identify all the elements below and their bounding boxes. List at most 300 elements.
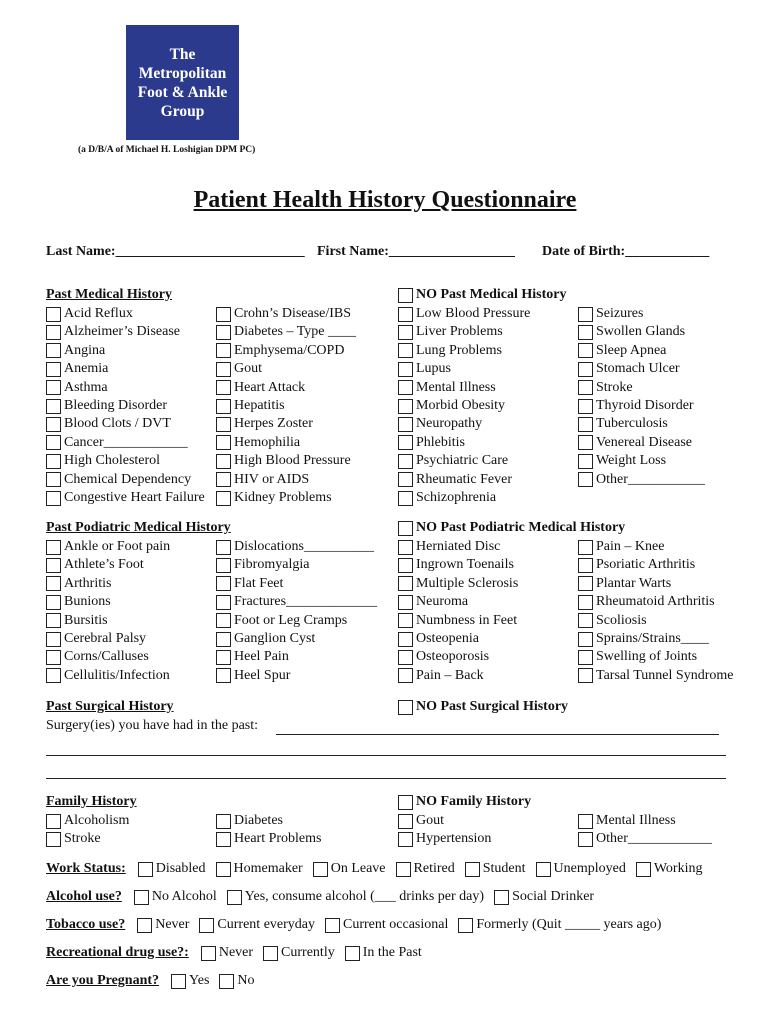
option-schizophrenia[interactable] <box>398 489 496 507</box>
checkbox[interactable] <box>46 417 61 432</box>
alcohol-label: Alcohol use? <box>46 889 122 904</box>
option-label: Yes <box>189 973 210 988</box>
checkbox[interactable] <box>345 946 360 961</box>
checkbox[interactable] <box>398 325 413 340</box>
option-pain-knee[interactable] <box>578 538 664 556</box>
option-gout[interactable] <box>216 360 262 378</box>
checkbox[interactable] <box>578 380 593 395</box>
checkbox[interactable] <box>494 890 509 905</box>
option-no[interactable] <box>215 973 254 989</box>
checkbox[interactable] <box>216 650 231 665</box>
option-seizures[interactable] <box>578 305 643 323</box>
checkbox[interactable] <box>216 558 231 573</box>
checkbox[interactable] <box>216 576 231 591</box>
option-congestive-heart-failure[interactable] <box>46 489 205 507</box>
checkbox[interactable] <box>138 862 153 877</box>
option-label: Corns/Calluses <box>64 649 149 665</box>
option-label: Flat Feet <box>234 575 284 591</box>
no-past-surgical-option[interactable] <box>398 699 568 715</box>
work-status-row <box>46 861 709 877</box>
option-sleep-apnea[interactable] <box>578 342 666 360</box>
option-label: Bleeding Disorder <box>64 398 168 413</box>
option-scoliosis[interactable] <box>578 612 647 630</box>
option-label: Herniated Disc <box>416 539 501 554</box>
checkbox[interactable] <box>216 632 231 647</box>
checkbox[interactable] <box>46 362 61 377</box>
option-cancer[interactable] <box>46 434 188 452</box>
option-herpes-zoster[interactable] <box>216 415 313 433</box>
option-venereal-disease[interactable] <box>578 434 692 452</box>
checkbox[interactable] <box>398 632 413 647</box>
option-social-drinker[interactable] <box>490 889 594 905</box>
checkbox[interactable] <box>216 814 231 829</box>
option-athlete-s-foot[interactable] <box>46 556 144 574</box>
option-heel-spur[interactable] <box>216 667 290 685</box>
first-name-field[interactable]: First Name:__________________ <box>317 244 515 259</box>
option-label: Bursitis <box>64 612 108 628</box>
option-label: Venereal Disease <box>596 434 693 450</box>
option-multiple-sclerosis[interactable] <box>398 575 518 593</box>
checkbox[interactable] <box>398 454 413 469</box>
checkbox[interactable] <box>398 613 413 628</box>
no-family-history-option[interactable] <box>398 794 531 810</box>
option-alcoholism[interactable] <box>46 812 129 830</box>
option-stomach-ulcer[interactable] <box>578 360 680 378</box>
option-high-blood-pressure[interactable] <box>216 452 351 470</box>
option-psoriatic-arthritis[interactable] <box>578 556 695 574</box>
option-label: Other___________ <box>596 471 705 487</box>
option-label: Other____________ <box>596 831 712 847</box>
option-label: Currently <box>281 945 335 960</box>
option-label: Dislocations__________ <box>234 539 374 554</box>
option-yes-consume-alcohol-drinks-per-day[interactable] <box>223 889 484 905</box>
option-homemaker[interactable] <box>212 861 303 877</box>
checkbox[interactable] <box>199 918 214 933</box>
option-swollen-glands[interactable] <box>578 323 685 341</box>
option-flat-feet[interactable] <box>216 575 283 593</box>
checkbox[interactable] <box>398 380 413 395</box>
checkbox[interactable] <box>216 325 231 340</box>
checkbox[interactable] <box>46 576 61 591</box>
checkbox[interactable] <box>578 832 593 847</box>
alcohol-row <box>46 889 600 905</box>
option-thyroid-disorder[interactable] <box>578 397 694 415</box>
option-label: Heart Problems <box>234 831 322 847</box>
option-label: Cancer____________ <box>64 434 188 450</box>
checkbox[interactable] <box>578 362 593 377</box>
option-stroke[interactable] <box>578 379 633 397</box>
checkbox[interactable] <box>46 558 61 573</box>
checkbox[interactable] <box>219 974 234 989</box>
option-label: Arthritis <box>64 575 112 591</box>
option-high-cholesterol[interactable] <box>46 452 160 470</box>
option-heel-pain[interactable] <box>216 648 289 666</box>
option-label: Bunions <box>64 594 111 610</box>
checkbox[interactable] <box>227 890 242 905</box>
no-past-medical-option[interactable] <box>398 287 566 303</box>
option-bursitis[interactable] <box>46 612 108 630</box>
checkbox[interactable] <box>398 399 413 414</box>
tobacco-row <box>46 917 667 933</box>
checkbox[interactable] <box>398 576 413 591</box>
option-label: Alzheimer’s Disease <box>64 324 180 340</box>
option-label: Liver Problems <box>416 324 503 340</box>
dob-field[interactable]: Date of Birth:____________ <box>542 244 710 259</box>
checkbox[interactable] <box>578 650 593 665</box>
option-label: Sleep Apnea <box>596 342 667 358</box>
option-heart-problems[interactable] <box>216 830 321 848</box>
checkbox[interactable] <box>536 862 551 877</box>
option-gout[interactable] <box>398 812 444 830</box>
checkbox[interactable] <box>46 613 61 628</box>
checkbox[interactable] <box>46 454 61 469</box>
checkbox[interactable] <box>46 399 61 414</box>
option-disabled[interactable] <box>134 861 206 877</box>
checkbox[interactable] <box>398 521 413 536</box>
checkbox[interactable] <box>398 417 413 432</box>
no-past-podiatric-option[interactable] <box>398 520 625 536</box>
option-unemployed[interactable] <box>532 861 626 877</box>
option-sprains-strains[interactable] <box>578 630 709 648</box>
option-asthma[interactable] <box>46 379 108 397</box>
checkbox[interactable] <box>398 362 413 377</box>
checkbox[interactable] <box>578 417 593 432</box>
option-label: Tarsal Tunnel Syndrome <box>596 667 734 683</box>
past-medical-heading: Past Medical History <box>46 287 172 302</box>
option-label: Herpes Zoster <box>234 416 313 432</box>
option-lupus[interactable] <box>398 360 451 378</box>
option-on-leave[interactable] <box>309 861 386 877</box>
option-other[interactable] <box>578 471 705 489</box>
option-label: Gout <box>416 813 444 828</box>
option-label: HIV or AIDS <box>234 471 310 487</box>
option-label: Psoriatic Arthritis <box>596 557 696 573</box>
checkbox[interactable] <box>46 595 61 610</box>
option-label: On Leave <box>330 861 386 876</box>
no-past-podiatric-label: NO Past Podiatric Medical History <box>416 520 626 535</box>
option-diabetes[interactable] <box>216 812 283 830</box>
option-foot-or-leg-cramps[interactable] <box>216 612 347 630</box>
checkbox[interactable] <box>216 362 231 377</box>
option-label: Swollen Glands <box>596 324 686 340</box>
last-name-field[interactable]: Last Name:___________________________ <box>46 244 305 259</box>
option-ingrown-toenails[interactable] <box>398 556 514 574</box>
checkbox[interactable] <box>398 288 413 303</box>
option-label: No Alcohol <box>151 889 217 904</box>
option-label: Thyroid Disorder <box>596 398 694 413</box>
option-currently[interactable] <box>259 945 335 961</box>
option-hemophilia[interactable] <box>216 434 300 452</box>
checkbox[interactable] <box>216 417 231 432</box>
option-dislocations[interactable] <box>216 538 374 556</box>
option-never[interactable] <box>133 917 189 933</box>
option-fractures[interactable] <box>216 593 377 611</box>
checkbox[interactable] <box>396 862 411 877</box>
checkbox[interactable] <box>216 595 231 610</box>
option-label: Tuberculosis <box>596 416 668 432</box>
option-osteopenia[interactable] <box>398 630 479 648</box>
checkbox[interactable] <box>171 974 186 989</box>
logo-line: Group <box>160 102 205 120</box>
checkbox[interactable] <box>398 795 413 810</box>
option-emphysema-copd[interactable] <box>216 342 344 360</box>
option-stroke[interactable] <box>46 830 101 848</box>
option-label: Diabetes <box>234 813 283 828</box>
checkbox[interactable] <box>578 668 593 683</box>
checkbox[interactable] <box>263 946 278 961</box>
option-neuropathy[interactable] <box>398 415 482 433</box>
option-label: Osteoporosis <box>416 649 490 665</box>
option-label: Alcoholism <box>64 813 130 828</box>
checkbox[interactable] <box>578 540 593 555</box>
checkbox[interactable] <box>216 454 231 469</box>
option-label: Cellulitis/Infection <box>64 667 170 683</box>
surgery-line[interactable] <box>46 754 726 756</box>
checkbox[interactable] <box>46 472 61 487</box>
option-label: Numbness in Feet <box>416 612 518 628</box>
past-podiatric-heading: Past Podiatric Medical History <box>46 520 231 535</box>
option-label: Blood Clots / DVT <box>64 416 171 432</box>
option-ankle-or-foot-pain[interactable] <box>46 538 170 556</box>
option-label: Gout <box>234 361 262 377</box>
checkbox[interactable] <box>578 343 593 358</box>
option-pain-back[interactable] <box>398 667 484 685</box>
checkbox[interactable] <box>216 472 231 487</box>
option-arthritis[interactable] <box>46 575 111 593</box>
checkbox[interactable] <box>398 814 413 829</box>
checkbox[interactable] <box>578 325 593 340</box>
checkbox[interactable] <box>216 540 231 555</box>
option-lung-problems[interactable] <box>398 342 502 360</box>
checkbox[interactable] <box>398 491 413 506</box>
option-hypertension[interactable] <box>398 830 491 848</box>
option-label: Social Drinker <box>512 889 595 904</box>
option-label: No <box>237 973 255 988</box>
checkbox[interactable] <box>398 558 413 573</box>
option-rheumatoid-arthritis[interactable] <box>578 593 715 611</box>
checkbox[interactable] <box>578 632 593 647</box>
option-psychiatric-care[interactable] <box>398 452 508 470</box>
option-label: Rheumatoid Arthritis <box>596 594 715 610</box>
option-blood-clots-dvt[interactable] <box>46 415 171 433</box>
checkbox[interactable] <box>216 343 231 358</box>
checkbox[interactable] <box>216 862 231 877</box>
drug-label: Recreational drug use?: <box>46 945 189 960</box>
option-label: Chemical Dependency <box>64 471 192 487</box>
option-hepatitis[interactable] <box>216 397 285 415</box>
option-label: Heel Pain <box>234 649 289 665</box>
option-label: Neuroma <box>416 594 469 610</box>
checkbox[interactable] <box>398 668 413 683</box>
checkbox[interactable] <box>398 472 413 487</box>
option-anemia[interactable] <box>46 360 108 378</box>
option-label: Neuropathy <box>416 416 483 432</box>
work-status-label: Work Status: <box>46 861 126 876</box>
checkbox[interactable] <box>398 540 413 555</box>
option-label: Stroke <box>64 831 101 847</box>
logo-line: Metropolitan <box>138 64 227 82</box>
checkbox[interactable] <box>46 814 61 829</box>
checkbox[interactable] <box>46 325 61 340</box>
option-cellulitis-infection[interactable] <box>46 667 170 685</box>
option-mental-illness[interactable] <box>578 812 676 830</box>
option-label: Congestive Heart Failure <box>64 490 205 505</box>
checkbox[interactable] <box>398 700 413 715</box>
option-yes[interactable] <box>167 973 209 989</box>
option-phlebitis[interactable] <box>398 434 465 452</box>
checkbox[interactable] <box>46 540 61 555</box>
option-label: Lupus <box>416 361 451 377</box>
option-label: Foot or Leg Cramps <box>234 612 348 628</box>
checkbox[interactable] <box>46 307 61 322</box>
checkbox[interactable] <box>578 399 593 414</box>
option-label: Kidney Problems <box>234 490 332 505</box>
checkbox[interactable] <box>465 862 480 877</box>
option-crohn-s-disease-ibs[interactable] <box>216 305 351 323</box>
checkbox[interactable] <box>578 576 593 591</box>
checkbox[interactable] <box>46 650 61 665</box>
option-tuberculosis[interactable] <box>578 415 668 433</box>
checkbox[interactable] <box>46 380 61 395</box>
checkbox[interactable] <box>216 668 231 683</box>
checkbox[interactable] <box>46 491 61 506</box>
option-label: Stroke <box>596 379 633 395</box>
option-label: Never <box>218 945 254 960</box>
option-chemical-dependency[interactable] <box>46 471 191 489</box>
option-label: Diabetes – Type ____ <box>234 324 357 340</box>
checkbox[interactable] <box>46 632 61 647</box>
option-liver-problems[interactable] <box>398 323 503 341</box>
option-ganglion-cyst[interactable] <box>216 630 315 648</box>
checkbox[interactable] <box>216 435 231 450</box>
option-label: Asthma <box>64 379 108 395</box>
option-no-alcohol[interactable] <box>130 889 217 905</box>
option-never[interactable] <box>197 945 253 961</box>
option-label: Rheumatic Fever <box>416 471 513 487</box>
option-hiv-or-aids[interactable] <box>216 471 309 489</box>
checkbox[interactable] <box>398 343 413 358</box>
checkbox[interactable] <box>398 832 413 847</box>
option-cerebral-palsy[interactable] <box>46 630 146 648</box>
option-retired[interactable] <box>392 861 455 877</box>
option-current-occasional[interactable] <box>321 917 448 933</box>
option-angina[interactable] <box>46 342 105 360</box>
option-label: Swelling of Joints <box>596 649 698 665</box>
option-corns-calluses[interactable] <box>46 648 149 666</box>
drug-row <box>46 945 428 961</box>
checkbox[interactable] <box>216 613 231 628</box>
option-swelling-of-joints[interactable] <box>578 648 697 666</box>
checkbox[interactable] <box>46 832 61 847</box>
checkbox[interactable] <box>398 595 413 610</box>
option-bleeding-disorder[interactable] <box>46 397 167 415</box>
option-fibromyalgia[interactable] <box>216 556 309 574</box>
option-label: Formerly (Quit _____ years ago) <box>476 917 662 932</box>
checkbox[interactable] <box>216 491 231 506</box>
option-weight-loss[interactable] <box>578 452 666 470</box>
option-in-the-past[interactable] <box>341 945 422 961</box>
checkbox[interactable] <box>578 558 593 573</box>
option-label: Ingrown Toenails <box>416 557 514 573</box>
option-label: Fibromyalgia <box>234 557 310 573</box>
checkbox[interactable] <box>578 814 593 829</box>
option-osteoporosis[interactable] <box>398 648 489 666</box>
option-label: Osteopenia <box>416 631 479 646</box>
checkbox[interactable] <box>313 862 328 877</box>
option-student[interactable] <box>461 861 526 877</box>
checkbox[interactable] <box>46 668 61 683</box>
checkbox[interactable] <box>578 435 593 450</box>
surgery-line[interactable] <box>276 733 719 735</box>
option-neuroma[interactable] <box>398 593 468 611</box>
checkbox[interactable] <box>201 946 216 961</box>
option-alzheimer-s-disease[interactable] <box>46 323 180 341</box>
surgery-line[interactable] <box>46 777 726 779</box>
option-label: Emphysema/COPD <box>234 342 345 358</box>
option-diabetes-type[interactable] <box>216 323 356 341</box>
option-working[interactable] <box>632 861 703 877</box>
option-label: Disabled <box>155 861 206 876</box>
option-tarsal-tunnel-syndrome[interactable] <box>578 667 733 685</box>
checkbox[interactable] <box>578 307 593 322</box>
option-plantar-warts[interactable] <box>578 575 671 593</box>
option-label: Plantar Warts <box>596 575 672 591</box>
option-current-everyday[interactable] <box>195 917 315 933</box>
checkbox[interactable] <box>216 399 231 414</box>
option-morbid-obesity[interactable] <box>398 397 505 415</box>
option-label: Sprains/Strains____ <box>596 631 709 646</box>
checkbox[interactable] <box>398 435 413 450</box>
option-label: Weight Loss <box>596 453 667 469</box>
checkbox[interactable] <box>398 307 413 322</box>
checkbox[interactable] <box>636 862 651 877</box>
option-label: Ganglion Cyst <box>234 631 316 646</box>
option-herniated-disc[interactable] <box>398 538 500 556</box>
checkbox[interactable] <box>398 650 413 665</box>
checkbox[interactable] <box>578 595 593 610</box>
option-heart-attack[interactable] <box>216 379 305 397</box>
option-acid-reflux[interactable] <box>46 305 133 323</box>
checkbox[interactable] <box>46 343 61 358</box>
checkbox[interactable] <box>578 472 593 487</box>
option-label: Schizophrenia <box>416 490 497 505</box>
option-label: Mental Illness <box>416 379 496 395</box>
option-label: Hemophilia <box>234 434 301 450</box>
checkbox[interactable] <box>216 380 231 395</box>
option-label: Phlebitis <box>416 434 466 450</box>
checkbox[interactable] <box>578 454 593 469</box>
checkbox[interactable] <box>216 307 231 322</box>
checkbox[interactable] <box>325 918 340 933</box>
option-bunions[interactable] <box>46 593 111 611</box>
option-mental-illness[interactable] <box>398 379 496 397</box>
checkbox[interactable] <box>578 613 593 628</box>
checkbox[interactable] <box>46 435 61 450</box>
option-kidney-problems[interactable] <box>216 489 332 507</box>
option-label: Pain – Knee <box>596 539 665 554</box>
checkbox[interactable] <box>137 918 152 933</box>
checkbox[interactable] <box>216 832 231 847</box>
option-rheumatic-fever[interactable] <box>398 471 512 489</box>
option-label: Anemia <box>64 361 109 377</box>
option-formerly-quit-years-ago[interactable] <box>454 917 661 933</box>
checkbox[interactable] <box>134 890 149 905</box>
option-label: Yes, consume alcohol (___ drinks per day) <box>244 889 485 904</box>
option-other[interactable] <box>578 830 712 848</box>
checkbox[interactable] <box>458 918 473 933</box>
option-low-blood-pressure[interactable] <box>398 305 530 323</box>
option-numbness-in-feet[interactable] <box>398 612 517 630</box>
